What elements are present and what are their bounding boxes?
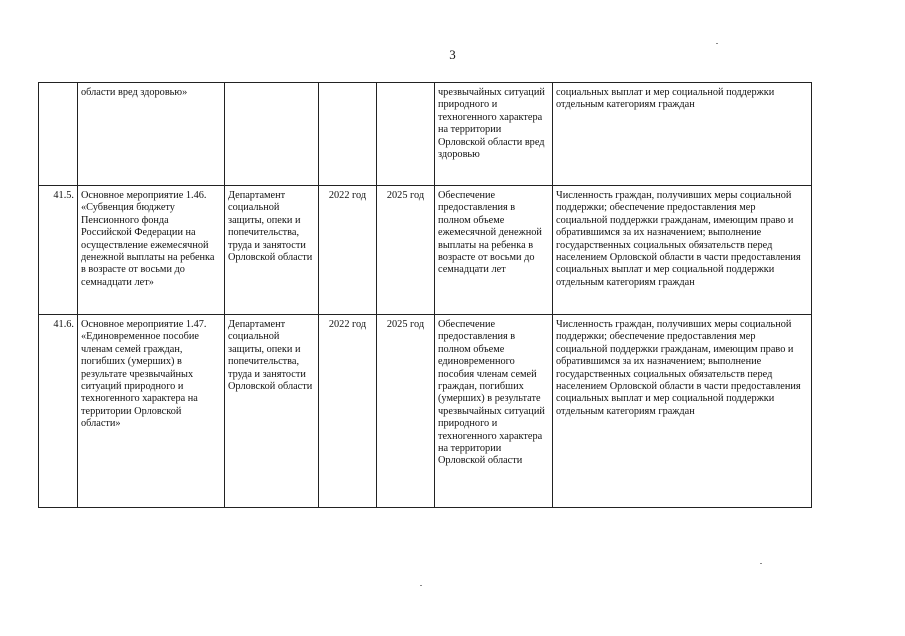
indicator: Численность граждан, получивших меры социальной поддержки; обеспечение предоставления мер социальной поддержки гражданам, имеющим право и обратившимся за их назначением; выполнение государственных социальных обязательств перед населением Орловской области в части предоставления социальных выплат и мер социальной поддержки отдельным категориям граждан bbox=[553, 315, 812, 508]
executor: Департамент социальной защиты, опеки и попечительства, труда и занятости Орловской области bbox=[225, 315, 319, 508]
indicator: социальных выплат и мер социальной поддержки отдельным категориям граждан bbox=[553, 83, 812, 186]
row-number: 41.6. bbox=[39, 315, 78, 508]
measures-table bbox=[38, 82, 812, 508]
expected-result: Обеспечение предоставления в полном объеме единовременного пособия членам семей граждан, погибших (умерших) в результате чрезвычайных ситуаций природного и техногенного характера на территории Орловской области bbox=[435, 315, 553, 508]
end-year: 2025 год bbox=[377, 315, 435, 508]
scan-speck bbox=[760, 563, 762, 564]
page-number: 3 bbox=[449, 47, 456, 62]
end-year: 2025 год bbox=[377, 186, 435, 315]
executor bbox=[225, 83, 319, 186]
expected-result: чрезвычайных ситуаций природного и техногенного характера на территории Орловской области вред здоровью bbox=[435, 83, 553, 186]
expected-result: Обеспечение предоставления в полном объеме ежемесячной денежной выплаты на ребенка в возрасте от восьми до семнадцати лет bbox=[435, 186, 553, 315]
start-year bbox=[319, 83, 377, 186]
indicator: Численность граждан, получивших меры социальной поддержки; обеспечение предоставления мер социальной поддержки гражданам, имеющим право и обратившимся за их назначением; выполнение государственных социальных обязательств перед населением Орловской области в части предоставления социальных выплат и мер социальной поддержки отдельным категориям граждан bbox=[553, 186, 812, 315]
row-number bbox=[39, 83, 78, 186]
executor: Департамент социальной защиты, опеки и попечительства, труда и занятости Орловской области bbox=[225, 186, 319, 315]
measure-title: области вред здоровью» bbox=[78, 83, 225, 186]
start-year: 2022 год bbox=[319, 315, 377, 508]
table-row bbox=[39, 315, 812, 508]
measure-title: Основное мероприятие 1.46. «Субвенция бюджету Пенсионного фонда Российской Федерации на осуществление ежемесячной денежной выплаты на ребенка в возрасте от восьми до семнадцати лет» bbox=[78, 186, 225, 315]
table-row bbox=[39, 186, 812, 315]
table-row bbox=[39, 83, 812, 186]
measure-title: Основное мероприятие 1.47. «Единовременное пособие членам семей граждан, погибших (умерших) в результате чрезвычайных ситуаций природного и техногенного характера на территории Орловской области» bbox=[78, 315, 225, 508]
start-year: 2022 год bbox=[319, 186, 377, 315]
scan-speck bbox=[420, 585, 422, 586]
row-number: 41.5. bbox=[39, 186, 78, 315]
scan-speck bbox=[716, 43, 718, 44]
end-year bbox=[377, 83, 435, 186]
